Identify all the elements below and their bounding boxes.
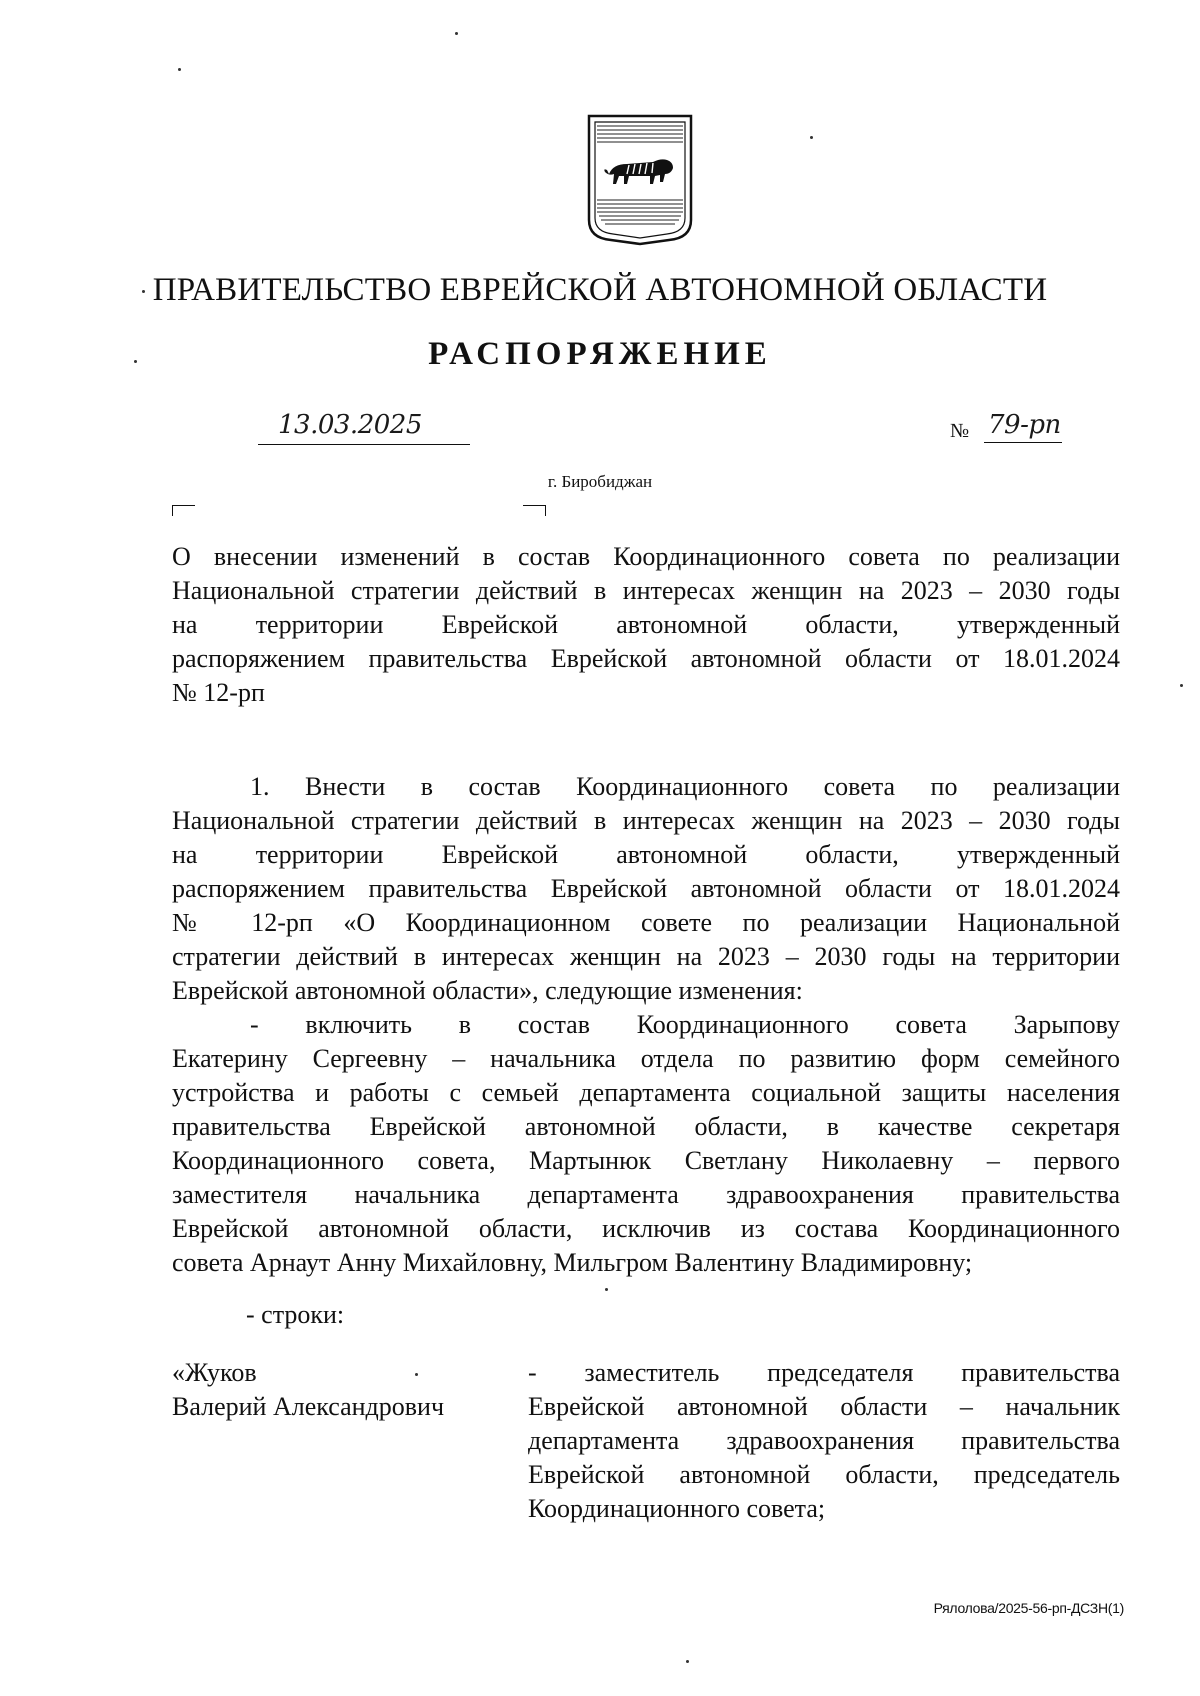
paragraph-line: распоряжением правительства Еврейской автономной области от 18.01.2024 (172, 874, 1120, 903)
paragraph-line: Екатерину Сергеевну – начальника отдела по развитию форм семейного (172, 1044, 1120, 1073)
name-line: «Жуков (172, 1358, 257, 1387)
heading-bracket-right (523, 505, 546, 516)
paragraph-line: 1. Внести в состав Координационного совета по реализации (250, 772, 1120, 801)
scan-speck (415, 1373, 418, 1376)
role-line: Еврейской автономной области, председатель (528, 1460, 1120, 1489)
heading-line: Национальной стратегии действий в интересах женщин на 2023 – 2030 годы (172, 576, 1120, 605)
strings-label: - строки: (246, 1300, 345, 1329)
scan-speck (1180, 684, 1183, 687)
number-sign: № (950, 420, 970, 442)
role-line: Еврейской автономной области – начальник (528, 1392, 1120, 1421)
coat-of-arms-icon (583, 112, 697, 248)
name-line: Валерий Александрович (172, 1392, 445, 1421)
paragraph-line: на территории Еврейской автономной области, утвержденный (172, 840, 1120, 869)
heading-bracket-left (172, 505, 195, 516)
paragraph-line: Координационного совета, Мартынюк Светлану Николаевну – первого (172, 1146, 1120, 1175)
paragraph-line: Национальной стратегии действий в интересах женщин на 2023 – 2030 годы (172, 806, 1120, 835)
paragraph-line: - включить в состав Координационного совета Зарыпову (250, 1010, 1120, 1039)
heading-line: на территории Еврейской автономной области, утвержденный (172, 610, 1120, 639)
document-type: РАСПОРЯЖЕНИЕ (428, 336, 772, 372)
paragraph-line: № 12-рп «О Координационном совете по реализации Национальной (172, 908, 1120, 937)
city: г. Биробиджан (547, 472, 653, 491)
paragraph-line: Еврейской автономной области, исключив из состава Координационного (172, 1214, 1120, 1243)
document-reference-code: Рялолова/2025-56-рп-ДСЗН(1) (933, 1600, 1124, 1616)
paragraph-line: заместителя начальника департамента здравоохранения правительства (172, 1180, 1120, 1209)
scan-speck (810, 136, 813, 139)
paragraph-1 (172, 770, 1120, 1280)
document-date-field (258, 410, 470, 445)
scan-speck (455, 32, 458, 35)
scan-speck (605, 1288, 608, 1291)
scan-speck (134, 360, 137, 363)
heading-line: О внесении изменений в состав Координационного совета по реализации (172, 542, 1120, 571)
organization-title: ПРАВИТЕЛЬСТВО ЕВРЕЙСКОЙ АВТОНОМНОЙ ОБЛАСТИ (152, 272, 1048, 308)
council-member-role (528, 1356, 1120, 1526)
paragraph-line: устройства и работы с семьей департамента социальной защиты населения (172, 1078, 1120, 1107)
document-number: 79-рп (988, 410, 1061, 440)
paragraph-line: стратегии действий в интересах женщин на 2023 – 2030 годы на территории (172, 942, 1120, 971)
number-underline (984, 410, 1062, 443)
paragraph-line: совета Арнаут Анну Михайловну, Мильгром Валентину Владимировну; (172, 1248, 973, 1277)
heading-line: распоряжением правительства Еврейской автономной области от 18.01.2024 (172, 644, 1120, 673)
document-number-field (950, 410, 1065, 446)
council-member-name (172, 1356, 502, 1424)
scan-speck (686, 1660, 689, 1663)
role-line: - заместитель председателя правительства (528, 1358, 1120, 1387)
scan-speck (142, 290, 145, 293)
scan-speck (178, 68, 181, 71)
role-line: Координационного совета; (528, 1494, 826, 1523)
document-heading (172, 540, 1120, 710)
paragraph-line: правительства Еврейской автономной области, в качестве секретаря (172, 1112, 1120, 1141)
document-date: 13.03.2025 (278, 410, 422, 440)
heading-line: № 12-рп (172, 678, 265, 707)
role-line: департамента здравоохранения правительства (528, 1426, 1120, 1455)
paragraph-line: Еврейской автономной области», следующие изменения: (172, 976, 803, 1005)
